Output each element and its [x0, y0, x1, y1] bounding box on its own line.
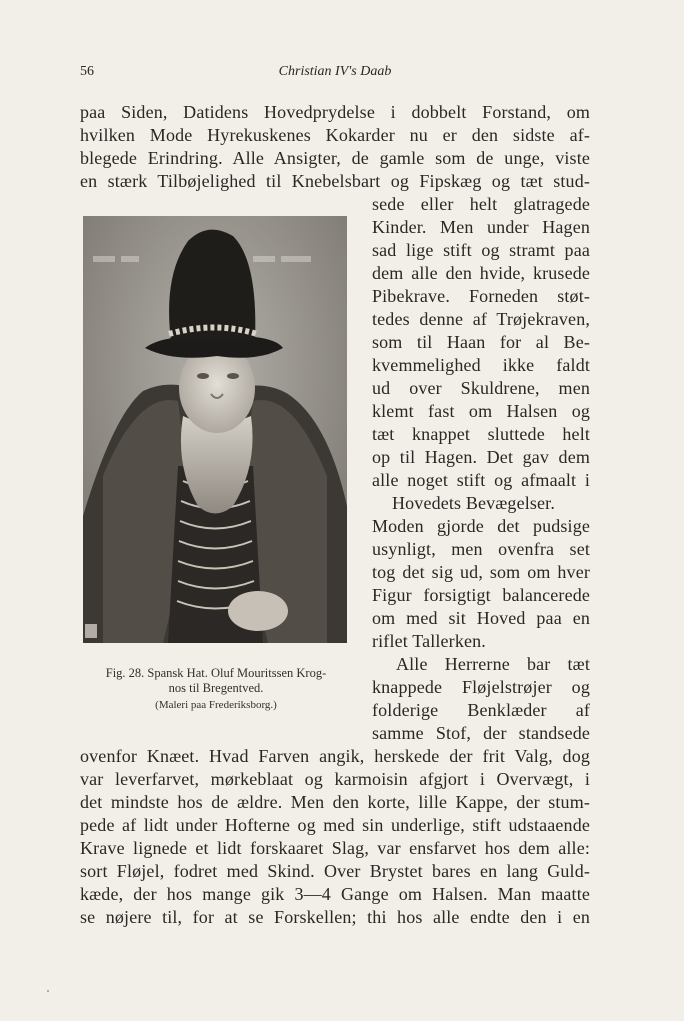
body-line: Hovedets Bevægelser. [392, 493, 555, 513]
caption-source: (Maleri paa Frederiksborg.) [155, 699, 277, 711]
body-line: blegede Erindring. Alle Ansigter, de gamle som de unge, viste [80, 148, 590, 168]
body-line: tog det sig ud, som om hver [372, 562, 590, 582]
body-line: ud over Skuldrene, men [372, 378, 590, 398]
caption-line: nos til Bregentved. [168, 681, 264, 695]
body-line: som til Haan for al Be- [372, 332, 590, 352]
body-line: op til Hagen. Det gav dem [372, 447, 590, 467]
body-line: dem alle den hvide, krusede [372, 263, 590, 283]
body-line: sad lige stift og stramt paa [372, 240, 590, 260]
body-line: riflet Tallerken. [372, 631, 486, 651]
body-line: Kinder. Men under Hagen [372, 217, 590, 237]
body-line: sort Fløjel, fodret med Skind. Over Brystet bares en lang Guld- [80, 861, 590, 881]
portrait-illustration [83, 216, 347, 643]
body-line: hvilken Mode Hyrekuskenes Kokarder nu er den sidste af- [80, 125, 590, 145]
body-line: se nøjere til, for at se Forskellen; thi hos alle endte den i en [80, 907, 590, 927]
body-line: kvemmelighed ikke faldt [372, 355, 590, 375]
body-line: Moden gjorde det pudsige [372, 516, 590, 536]
body-line: alle noget stift og afmaalt i [372, 470, 590, 490]
body-line: samme Stof, der standsede [372, 723, 590, 743]
running-title: Christian IV's Daab [278, 64, 392, 79]
caption-line: Fig. 28. Spansk Hat. Oluf Mouritssen Krog- [105, 666, 327, 680]
paper-speck [47, 990, 49, 992]
body-line: om med sit Hoved paa en [372, 608, 590, 628]
body-line: paa Siden, Datidens Hovedprydelse i dobbelt Forstand, om [80, 102, 590, 122]
body-line: kæde, der hos mange gik 3—4 Gange om Halsen. Man maatte [80, 884, 590, 904]
body-line: var leverfarvet, mørkeblaat og karmoisin afgjort i Overvægt, i [80, 769, 590, 789]
body-line: tæt knappet sluttede helt [372, 424, 590, 444]
figure-caption [80, 666, 352, 713]
portrait-image [83, 216, 347, 643]
body-line: tedes denne af Trøjekraven, [372, 309, 590, 329]
body-line: det mindste hos de ældre. Men den korte, lille Kappe, der stum- [80, 792, 590, 812]
running-header [80, 64, 590, 84]
body-line: sede eller helt glatragede [372, 194, 590, 214]
body-line: en stærk Tilbøjelighed til Knebelsbart og Fipskæg og tæt stud- [80, 171, 590, 191]
page-number: 56 [80, 64, 94, 79]
body-line: Krave lignede et lidt forskaaret Slag, var ensfarvet hos dem alle: [80, 838, 590, 858]
body-line: Alle Herrerne bar tæt [396, 654, 590, 674]
body-line: knappede Fløjelstrøjer og [372, 677, 590, 697]
body-line: klemt fast om Halsen og [372, 401, 590, 421]
body-line: Pibekrave. Forneden støt- [372, 286, 590, 306]
body-line: pede af lidt under Hofterne og med sin underlige, stift udstaaende [80, 815, 590, 835]
body-line: ovenfor Knæet. Hvad Farven angik, herskede der frit Valg, dog [80, 746, 590, 766]
body-line: usynligt, men ovenfra set [372, 539, 590, 559]
body-line: folderige Benklæder af [372, 700, 590, 720]
body-line: Figur forsigtigt balancerede [372, 585, 590, 605]
